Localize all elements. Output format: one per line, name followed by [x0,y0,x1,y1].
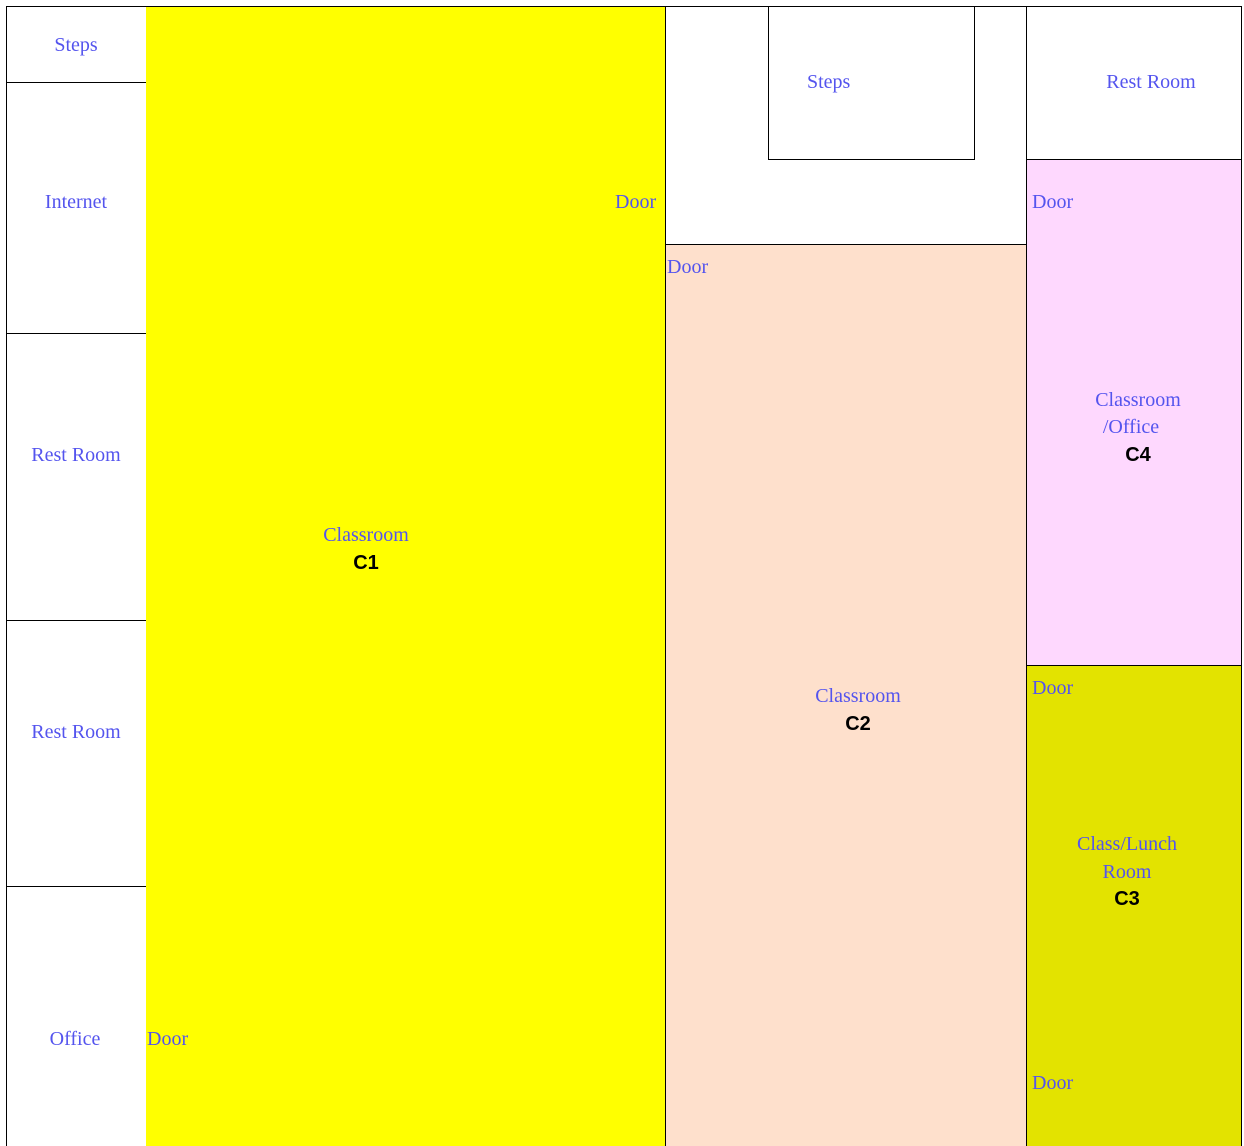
steps-label-middle: Steps [807,71,851,93]
left-column-divider-1 [6,82,146,83]
c1-classroom-label: Classroom [323,524,409,546]
steps-box-left [768,6,769,159]
steps-label-left: Steps [54,34,98,56]
c1-c2-wall [665,6,666,1146]
c4-c3-wall [1027,665,1241,666]
steps-box-bottom [768,159,975,160]
c2-top-wall [666,244,1027,245]
c3-label-line2: Room [1102,861,1152,883]
c4-code: C4 [1125,444,1151,466]
c1-door-bottom: Door [147,1028,189,1050]
c3-code: C3 [1114,888,1140,910]
internet-label: Internet [44,191,108,213]
outer-right-wall [1241,6,1242,1146]
c4-label-line1: Classroom [1095,389,1181,411]
c4-door: Door [1032,191,1074,213]
left-column-divider-3 [6,620,146,621]
steps-box-right [974,6,975,159]
rest-room-label-1: Rest Room [31,444,121,466]
middle-right-wall [1026,6,1027,1146]
outer-top-wall [6,6,1242,7]
classroom-c1 [146,6,666,1146]
c3-door-top: Door [1032,677,1074,699]
left-column-divider-2 [6,333,146,334]
c2-door: Door [667,256,709,278]
c1-door-top: Door [615,191,657,213]
c3-label-line1: Class/Lunch [1077,833,1177,855]
c2-code: C2 [845,713,871,735]
c3-door-bottom: Door [1032,1072,1074,1094]
office-label: Office [49,1028,101,1050]
left-column-divider-4 [6,886,146,887]
rest-room-label-2: Rest Room [31,721,121,743]
right-top-divider [1027,159,1241,160]
c1-code: C1 [353,552,379,574]
outer-left-wall [6,6,7,1146]
c2-classroom-label: Classroom [815,685,901,707]
rest-room-label-right: Rest Room [1106,71,1196,93]
c4-label-line2: /Office [1102,416,1160,438]
classroom-office-c4 [1027,159,1241,665]
